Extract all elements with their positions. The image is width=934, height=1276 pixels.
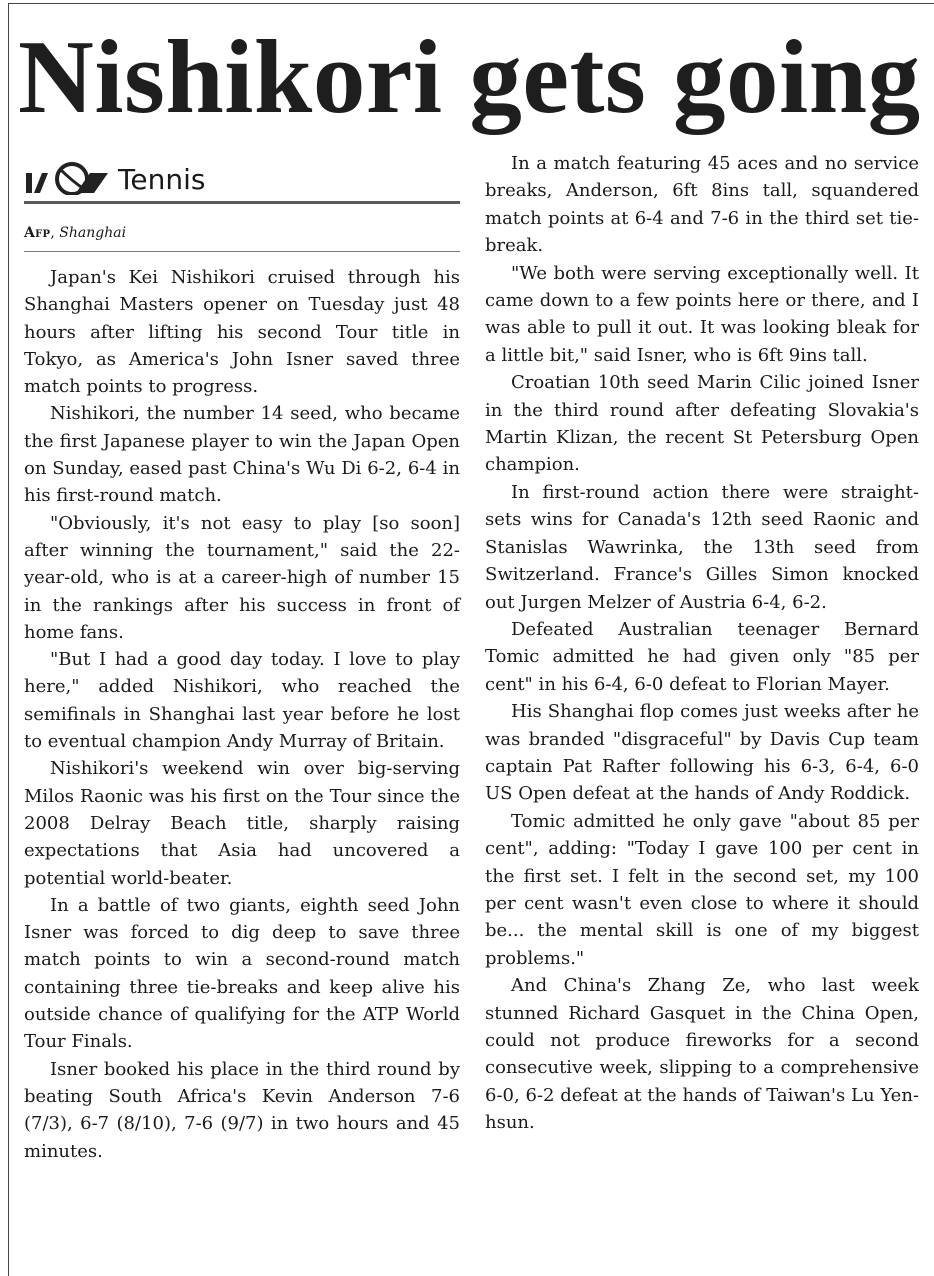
paragraph: In a match featuring 45 aces and no service breaks, Anderson, 6ft 8ins tall, squandered match points at 6-4 and 7-6 in the third set tie-break. [485,153,919,257]
paragraph: Nishikori, the number 14 seed, who became the first Japanese player to win the Japan Open on Sunday, eased past China's Wu Di 6-2, 6-4 in his first-round match. [24,403,460,507]
byline [24,222,460,244]
paragraph: Isner booked his place in the third round by beating South Africa's Kevin Anderson 7-6 (7/3), 6-7 (8/10), 7-6 (9/7) in two hours and 45 minutes. [24,1058,460,1162]
paragraph: Croatian 10th seed Marin Cilic joined Isner in the third round after defeating Slovakia's Martin Klizan, the recent St Petersburg Open champion. [485,372,919,476]
byline-agency: Afp [24,225,51,241]
paragraph: In a battle of two giants, eighth seed John Isner was forced to dig deep to save three match points to win a second-round match containing three tie-breaks and keep alive his outside chance of qualifying for the ATP World Tour Finals. [24,894,460,1053]
headline: Nishikori gets going [18,18,921,135]
byline-place: Shanghai [59,225,127,241]
byline-divider [24,251,460,252]
page-frame-top [8,3,934,4]
article-column-right [485,150,919,1137]
paragraph: And China's Zhang Ze, who last week stunned Richard Gasquet in the China Open, could not produce fireworks for a second consecutive week, slipping to a comprehensive 6-0, 6-2 defeat at the hands of Taiwan's Lu Yen-hsun. [485,975,919,1134]
page-frame-left [8,3,9,1276]
byline-separator: , [50,225,60,241]
paragraph: "Obviously, it's not easy to play [so soon] after winning the tournament," said the 22-year-old, who is at a career-high of number 15 in the rankings after his success in front of home fans. [24,512,460,643]
paragraph: Defeated Australian teenager Bernard Tomic admitted he had given only "85 per cent" in his 6-4, 6-0 defeat to Florian Mayer. [485,618,919,695]
paragraph: Tomic admitted he only gave "about 85 per cent", adding: "Today I gave 100 per cent in the first set. I felt in the second set, my 100 per cent wasn't even close to where it should be... the mental skill is one of my biggest problems." [485,810,919,969]
section-label: Tennis [118,163,206,196]
article-body-left [24,264,460,1165]
paragraph: "But I had a good day today. I love to play here," added Nishikori, who reached the semifinals in Shanghai last year before he lost to eventual champion Andy Murray of Britain. [24,649,460,753]
paragraph: Japan's Kei Nishikori cruised through his Shanghai Masters opener on Tuesday just 48 hours after lifting his second Tour title in Tokyo, as America's John Isner saved three match points to progress. [24,267,460,398]
tennis-ball-icon [24,159,110,195]
paragraph: In first-round action there were straight-sets wins for Canada's 12th seed Raonic and Stanislas Wawrinka, the 13th seed from Switzerland. France's Gilles Simon knocked out Jurgen Melzer of Austria 6-4, 6-2. [485,481,919,613]
paragraph: "We both were serving exceptionally well. It came down to a few points here or there, and I was able to pull it out. It was looking bleak for a little bit," said Isner, who is 6ft 9ins tall. [485,262,919,366]
paragraph: His Shanghai flop comes just weeks after he was branded "disgraceful" by Davis Cup team captain Pat Rafter following his 6-3, 6-4, 6-0 US Open defeat at the hands of Andy Roddick. [485,701,919,805]
section-header [24,150,460,204]
paragraph: Nishikori's weekend win over big-serving Milos Raonic was his first on the Tour since the 2008 Delray Beach title, sharply raising expectations that Asia had uncovered a potential world-beater. [24,758,460,889]
article-column-left [24,150,460,1165]
